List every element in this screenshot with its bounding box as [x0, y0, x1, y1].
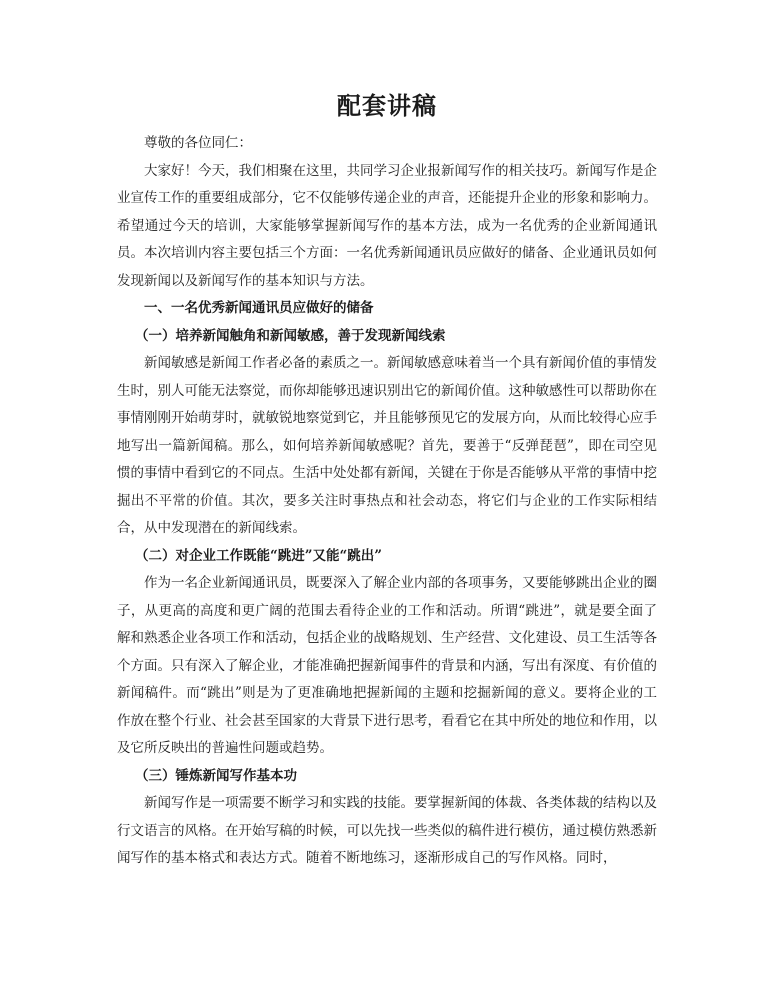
greeting: 尊敬的各位同仁： [144, 135, 252, 151]
subsection-1-heading: （一）培养新闻触角和新闻敏感，善于发现新闻线索 [135, 327, 446, 344]
intro-paragraph: 大家好！今天，我们相聚在这里，共同学习企业报新闻写作的相关技巧。新闻写作是企业宣传工作的重要组成部分，它不仅能够传递企业的声音，还能提升企业的形象和影响力。希望通过今天的培训，大家能够掌握新闻写作的基本方法，成为一名优秀的企业新闻通讯员。本次培训内容主要包括三个方面：一名优秀新闻通讯员应做好的储备、企业通讯员如何发现新闻以及新闻写作的基本知识与方法。 [117, 162, 657, 289]
section-1-heading: 一、一名优秀新闻通讯员应做好的储备 [144, 300, 374, 316]
subsection-2-heading: （二）对企业工作既能“跳进”又能“跳出” [135, 547, 383, 564]
subsection-3-body: 新闻写作是一项需要不断学习和实践的技能。要掌握新闻的体裁、各类体裁的结构以及行文语言的风格。在开始写稿的时候，可以先找一些类似的稿件进行模仿，通过模仿熟悉新闻写作的基本格式和表达方式。随着不断地练习，逐渐形成自己的写作风格。同时， [117, 795, 657, 866]
subsection-2-body: 作为一名企业新闻通讯员，既要深入了解企业内部的各项事务，又要能够跳出企业的圈子，从更高的高度和更广阔的范围去看待企业的工作和活动。所谓“跳进”，就是要全面了解和熟悉企业各项工作和活动，包括企业的战略规划、生产经营、文化建设、员工生活等各个方面。只有深入了解企业，才能准确把握新闻事件的背景和内涵，写出有深度、有价值的新闻稿件。而“跳出”则是为了更准确地把握新闻的主题和挖掘新闻的意义。要将企业的工作放在整个行业、社会甚至国家的大背景下进行思考，看看它在其中所处的地位和作用，以及它所反映出的普遍性问题或趋势。 [117, 575, 657, 756]
subsection-3-heading: （三）锤炼新闻写作基本功 [135, 767, 297, 784]
subsection-1-body: 新闻敏感是新闻工作者必备的素质之一。新闻敏感意味着当一个具有新闻价值的事情发生时，别人可能无法察觉，而你却能够迅速识别出它的新闻价值。这种敏感性可以帮助你在事情刚刚开始萌芽时，就敏锐地察觉到它，并且能够预见它的发展方向，从而比较得心应手地写出一篇新闻稿。那么，如何培养新闻敏感呢？首先，要善于“反弹琵琶”，即在司空见惯的事情中看到它的不同点。生活中处处都有新闻，关键在于你是否能够从平常的事情中挖掘出不平常的价值。其次，要多关注时事热点和社会动态，将它们与企业的工作实际相结合，从中发现潜在的新闻线索。 [117, 355, 657, 536]
document-title: 配套讲稿 [337, 91, 437, 120]
